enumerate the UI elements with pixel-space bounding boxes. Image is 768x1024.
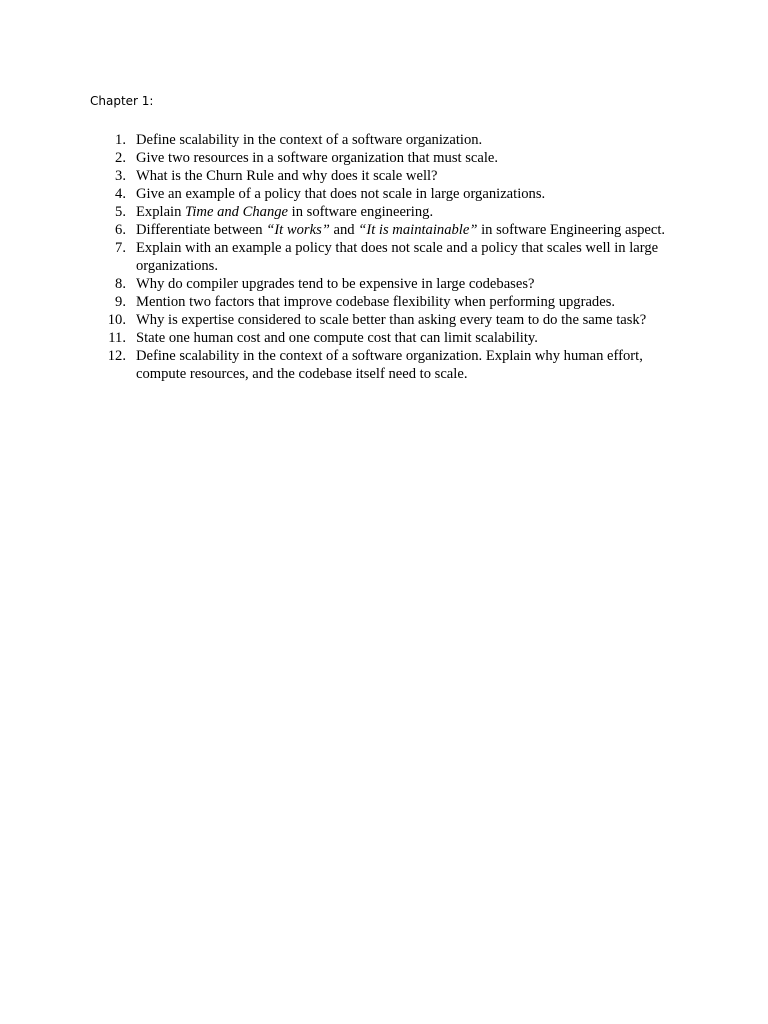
text-segment: and — [329, 222, 359, 238]
question-text — [136, 312, 646, 328]
question-text — [136, 348, 643, 382]
question-text — [136, 132, 482, 148]
question-number: 8. — [115, 276, 126, 292]
question-text — [136, 240, 658, 274]
text-segment: State one human cost and one compute cost that can limit scalability. — [136, 330, 538, 346]
question-list — [100, 131, 690, 383]
question-text — [136, 168, 438, 184]
question-item-12 — [100, 347, 690, 383]
text-segment: Explain — [136, 204, 186, 220]
question-text — [136, 222, 665, 238]
italic-term: Time and Change — [185, 204, 289, 220]
question-number: 3. — [115, 168, 126, 184]
question-item-11 — [100, 329, 690, 347]
question-number: 4. — [115, 186, 126, 202]
question-number: 7. — [115, 240, 126, 256]
text-segment: in software Engineering aspect. — [477, 222, 666, 238]
question-number: 2. — [115, 150, 126, 166]
question-item-6 — [100, 221, 690, 239]
question-item-8 — [100, 275, 690, 293]
text-segment: What is the Churn Rule and why does it scale well? — [136, 168, 438, 184]
text-segment: Give an example of a policy that does not scale in large organizations. — [136, 186, 546, 202]
text-segment: Differentiate between — [136, 222, 267, 238]
question-text — [136, 204, 433, 220]
question-item-3 — [100, 167, 690, 185]
question-number: 11. — [108, 330, 126, 346]
question-number: 12. — [107, 348, 126, 364]
text-segment: Why is expertise considered to scale better than asking every team to do the same task? — [136, 312, 647, 328]
question-item-4 — [100, 185, 690, 203]
text-segment: in software engineering. — [288, 204, 434, 220]
text-segment: Define scalability in the context of a software organization. Explain why human effort, compute resources, and the codebase itself need to scale. — [136, 348, 643, 382]
text-segment: Why do compiler upgrades tend to be expensive in large codebases? — [136, 276, 535, 292]
question-number: 9. — [115, 294, 126, 310]
text-segment: Mention two factors that improve codebase flexibility when performing upgrades. — [136, 294, 616, 310]
question-text — [136, 186, 545, 202]
italic-quote: “It is maintainable” — [358, 222, 478, 238]
question-item-10 — [100, 311, 690, 329]
question-number: 6. — [115, 222, 126, 238]
question-number: 5. — [115, 204, 126, 220]
question-text — [136, 150, 498, 166]
question-text — [136, 276, 535, 292]
question-item-1 — [100, 131, 690, 149]
question-item-9 — [100, 293, 690, 311]
question-text — [136, 330, 538, 346]
question-item-5 — [100, 203, 690, 221]
question-number: 10. — [107, 312, 126, 328]
question-text — [136, 294, 615, 310]
italic-quote: “It works” — [266, 222, 330, 238]
chapter-heading: Chapter 1: — [90, 94, 154, 108]
question-item-2 — [100, 149, 690, 167]
question-number: 1. — [115, 132, 126, 148]
question-item-7 — [100, 239, 690, 275]
text-segment: Define scalability in the context of a software organization. — [136, 132, 483, 148]
text-segment: Give two resources in a software organization that must scale. — [136, 150, 499, 166]
text-segment: Explain with an example a policy that does not scale and a policy that scales well in large organizations. — [136, 240, 659, 274]
